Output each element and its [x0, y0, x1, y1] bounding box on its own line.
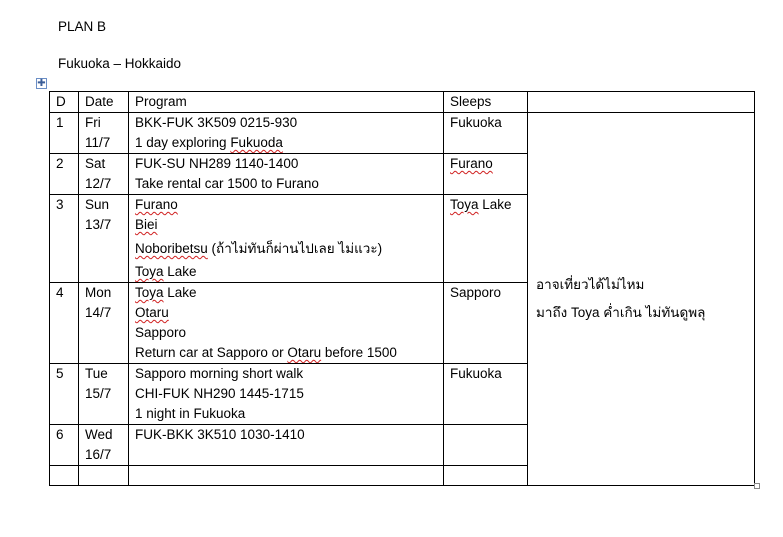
note-line: อาจเที่ยวได้ไม่ไหม [536, 277, 645, 292]
day-number: 3 [50, 195, 79, 283]
weekday: Mon [85, 285, 112, 300]
misspelled-word: Fukuoda [230, 135, 283, 150]
program-line: 1 night in Fukuoka [135, 406, 246, 421]
empty-cell [444, 466, 528, 486]
day-number: 2 [50, 154, 79, 195]
route-heading: Fukuoka – Hokkaido [58, 56, 182, 71]
program-line: BKK-FUK 3K509 0215-930 [135, 115, 298, 130]
program-line: FUK-SU NH289 1140-1400 [135, 156, 299, 171]
date: 11/7 [85, 135, 111, 150]
sleeps-cell [444, 425, 528, 466]
sleeps-cell: Fukuoka [444, 113, 528, 154]
header-sleeps: Sleeps [444, 92, 528, 113]
program-cell [129, 283, 444, 364]
program-line: Sapporo [135, 325, 187, 340]
date: 15/7 [85, 386, 112, 401]
date-cell [79, 283, 129, 364]
date-cell [79, 195, 129, 283]
sleeps-cell: Sapporo [444, 283, 528, 364]
date-cell [79, 425, 129, 466]
header-d: D [50, 92, 79, 113]
sleeps-cell: Fukuoka [444, 364, 528, 425]
header-date: Date [79, 92, 129, 113]
note-line: มาถึง Toya ค่ำเกิน ไม่ทันดูพลุ [536, 305, 706, 320]
empty-cell [79, 466, 129, 486]
program-line: Toya Lake [135, 285, 197, 300]
itinerary-table [49, 91, 755, 486]
weekday: Wed [85, 427, 113, 442]
day-number: 6 [50, 425, 79, 466]
day-number: 1 [50, 113, 79, 154]
sleeps-cell: Furano [444, 154, 528, 195]
table-header-row [50, 92, 755, 113]
program-line: Take rental car 1500 to Furano [135, 176, 319, 191]
weekday: Tue [85, 366, 108, 381]
program-line: Furano [135, 197, 178, 212]
day-number: 4 [50, 283, 79, 364]
date-cell [79, 154, 129, 195]
header-program: Program [129, 92, 444, 113]
date: 16/7 [85, 447, 112, 462]
empty-cell [129, 466, 444, 486]
plan-title: PLAN B [58, 19, 107, 34]
date: 13/7 [85, 217, 112, 232]
program-line: Noboribetsu (ถ้าไม่ทันก็ผ่านไปเลย ไม่แวะ) [135, 241, 383, 256]
weekday: Sat [85, 156, 106, 171]
program-line: CHI-FUK NH290 1445-1715 [135, 386, 304, 401]
program-line: Otaru [135, 305, 169, 320]
date: 12/7 [85, 176, 112, 191]
program-line: Biei [135, 217, 158, 232]
program-cell [129, 364, 444, 425]
program-line: FUK-BKK 3K510 1030-1410 [135, 427, 305, 442]
table-row [50, 113, 755, 154]
header-notes [528, 92, 755, 113]
program-cell [129, 195, 444, 283]
weekday: Sun [85, 197, 110, 212]
program-line: Return car at Sapporo or Otaru before 1500 [135, 345, 397, 360]
program-cell [129, 154, 444, 195]
weekday: Fri [85, 115, 101, 130]
program-line: 1 day exploring Fukuoda [135, 135, 283, 150]
table-move-handle-icon[interactable]: ✚ [37, 77, 46, 89]
program-line: Toya Lake [135, 264, 197, 279]
day-number: 5 [50, 364, 79, 425]
empty-cell [50, 466, 79, 486]
date-cell [79, 113, 129, 154]
program-line: Sapporo morning short walk [135, 366, 304, 381]
table-resize-handle-icon[interactable] [754, 483, 760, 489]
program-cell [129, 425, 444, 466]
sleeps-cell: Toya Lake [444, 195, 528, 283]
date: 14/7 [85, 305, 112, 320]
program-cell [129, 113, 444, 154]
date-cell [79, 364, 129, 425]
notes-cell [528, 113, 755, 486]
